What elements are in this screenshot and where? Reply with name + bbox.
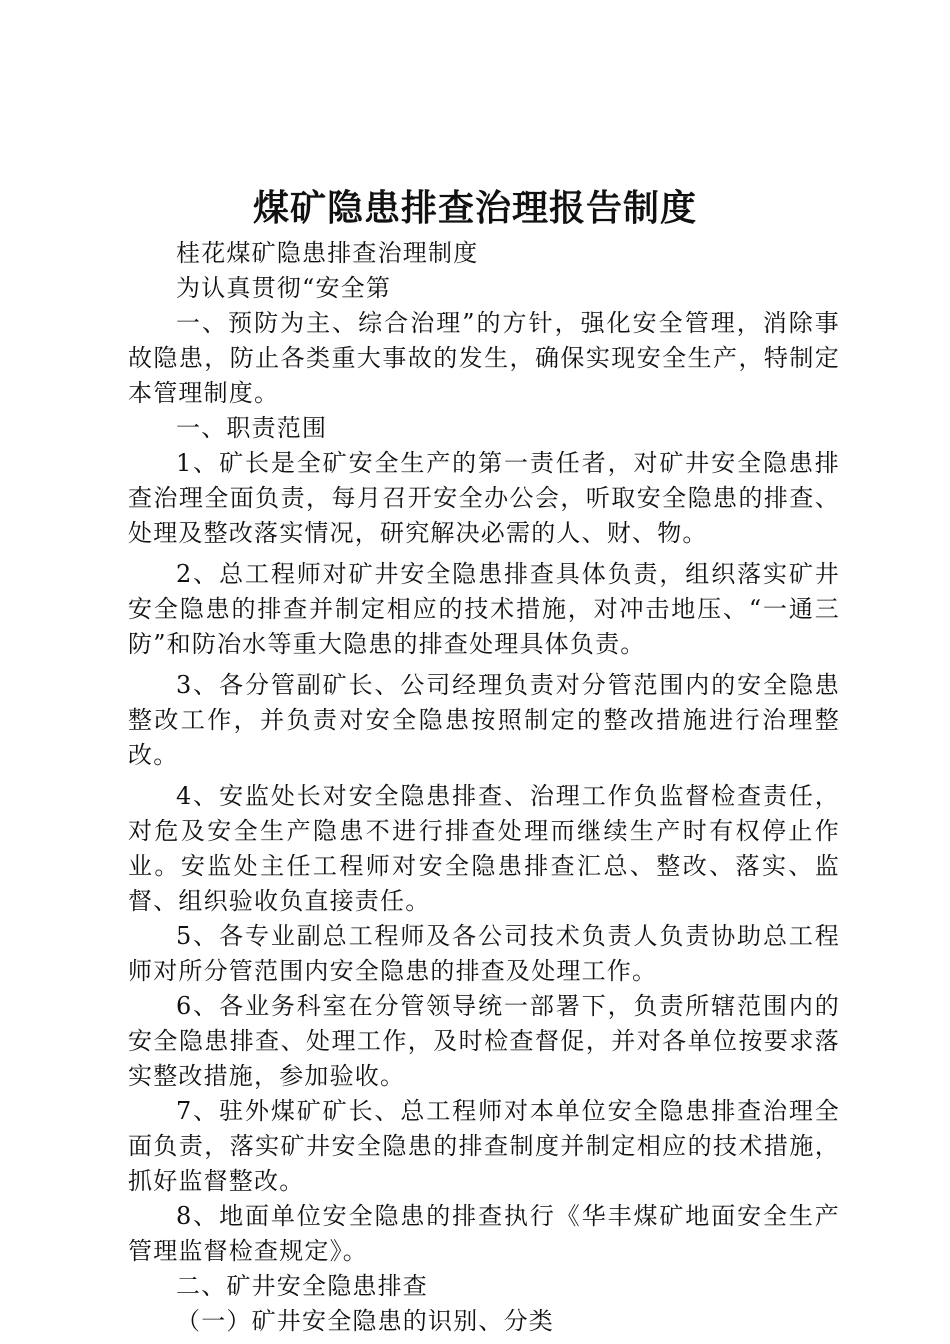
paragraph-item-2: 2、总工程师对矿井安全隐患排查具体负责，组织落实矿井安全隐患的排查并制定相应的技术措施，对冲击地压、“一通三防”和防冶水等重大隐患的排查处理具体负责。 [128, 560, 840, 658]
document-body [128, 236, 840, 1339]
document-title: 煤矿隐患排查治理报告制度 [252, 188, 697, 229]
paragraph-item-8: 8、地面单位安全隐患的排查执行《华丰煤矿地面安全生产管理监督检查规定》。 [128, 1202, 840, 1265]
paragraph-item-1: 1、矿长是全矿安全生产的第一责任者，对矿井安全隐患排查治理全面负责，每月召开安全办公会，听取安全隐患的排查、处理及整改落实情况，研究解决必需的人、财、物。 [128, 449, 840, 547]
paragraph-item-4: 4、安监处长对安全隐患排查、治理工作负监督检查责任，对危及安全生产隐患不进行排查处理而继续生产时有权停止作业。安监处主任工程师对安全隐患排查汇总、整改、落实、监督、组织验收负直接责任。 [128, 782, 840, 915]
section-heading-responsibilities: 一、职责范围 [176, 414, 328, 442]
paragraph-item-3: 3、各分管副矿长、公司经理负责对分管范围内的安全隐患整改工作，并负责对安全隐患按照制定的整改措施进行治理整改。 [128, 671, 840, 769]
paragraph-subtitle: 桂花煤矿隐患排查治理制度 [176, 239, 479, 267]
paragraph-intro: 一、预防为主、综合治理”的方针，强化安全管理，消除事故隐患，防止各类重大事故的发生，确保实现安全生产，特制定本管理制度。 [128, 309, 840, 407]
paragraph-intro-fragment: 为认真贯彻“安全第 [176, 274, 392, 302]
paragraph-item-6: 6、各业务科室在分管领导统一部署下，负责所辖范围内的安全隐患排查、处理工作，及时检查督促，并对各单位按要求落实整改措施，参加验收。 [128, 992, 840, 1090]
section-heading-inspection: 二、矿井安全隐患排查 [176, 1272, 428, 1300]
subsection-heading-identification: （一）矿井安全隐患的识别、分类 [176, 1307, 554, 1335]
paragraph-item-7: 7、驻外煤矿矿长、总工程师对本单位安全隐患排查治理全面负责，落实矿井安全隐患的排查制度并制定相应的技术措施，抓好监督整改。 [128, 1097, 840, 1195]
paragraph-item-5: 5、各专业副总工程师及各公司技术负责人负责协助总工程师对所分管范围内安全隐患的排查及处理工作。 [128, 922, 840, 985]
